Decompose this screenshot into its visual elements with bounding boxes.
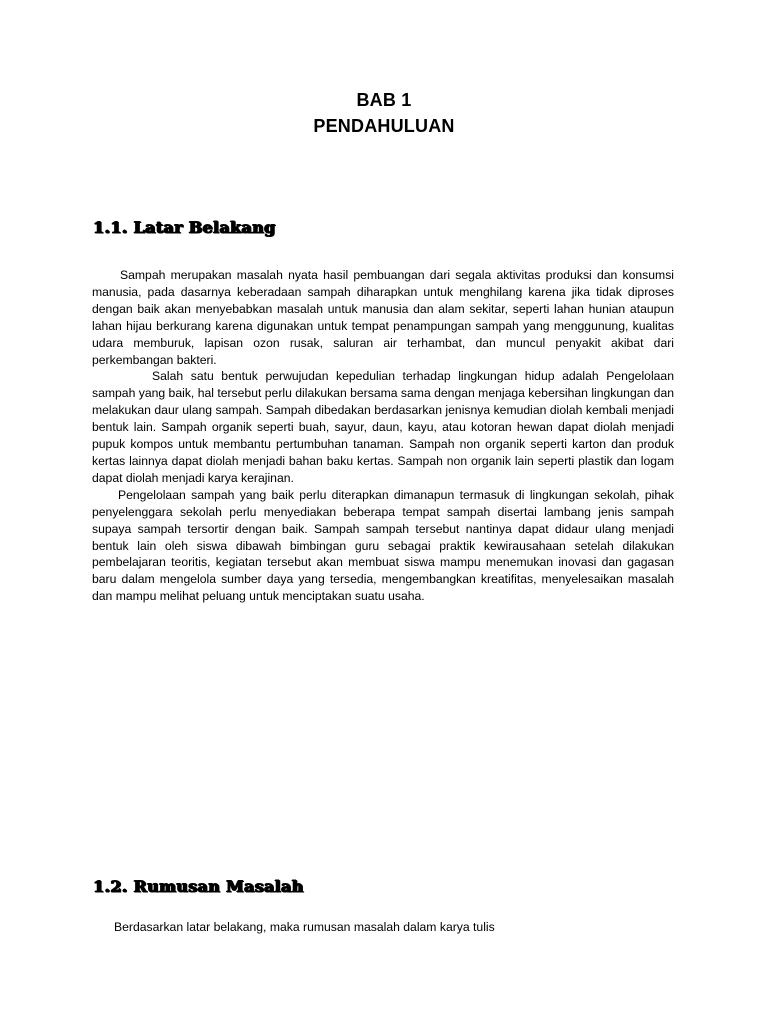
paragraph: Pengelolaan sampah yang baik perlu diterapkan dimanapun termasuk di lingkungan sekolah, pihak penyelenggara sekolah perlu menyediakan beberapa tempat sampah disertai lambang jenis sampah supaya sampah tersortir dengan baik. Sampah sampah tersebut nantinya dapat didaur ulang menjadi bentuk lain oleh siswa dibawah bimbingan guru sebagai praktik kewirausahaan setelah dilakukan pembelajaran teoritis, kegiatan tersebut akan membuat siswa mampu menemukan inovasi dan gagasan baru dalam mengelola sumber daya yang tersedia, mengembangkan kreatifitas, menyelesaikan masalah dan mampu melihat peluang untuk menciptakan suatu usaha. — [92, 487, 674, 604]
section-body-latar-belakang — [92, 267, 674, 605]
chapter-title: PENDAHULUAN — [313, 116, 455, 136]
paragraph: Salah satu bentuk perwujudan kepedulian terhadap lingkungan hidup adalah Pengelolaan sampah yang baik, hal tersebut perlu dilakukan bersama sama dengan menjaga kebersihan lingkungan dan melakukan daur ulang sampah. Sampah dibedakan berdasarkan jenisnya kemudian diolah kembali menjadi bentuk lain. Sampah organik seperti buah, sayur, daun, kayu, atau kotoran hewan dapat diolah menjadi pupuk kompos untuk membantu pertumbuhan tanaman. Sampah non organik seperti karton dan produk kertas lainnya dapat diolah menjadi bahan baku kertas. Sampah non organik lain seperti plastik dan logam dapat diolah menjadi karya kerajinan. — [92, 369, 674, 485]
paragraph: Berdasarkan latar belakang, maka rumusan masalah dalam karya tulis — [114, 920, 495, 934]
section-heading-rumusan-masalah: 1.2. Rumusan Masalah — [93, 877, 304, 896]
section-heading-latar-belakang: 1.1. Latar Belakang — [93, 218, 276, 237]
paragraph: Sampah merupakan masalah nyata hasil pembuangan dari segala aktivitas produksi dan konsumsi manusia, pada dasarnya keberadaan sampah diharapkan untuk menghilang karena jika tidak diproses dengan baik akan menyebabkan masalah untuk manusia dan alam sekitar, seperti lahan hunian ataupun lahan hijau berkurang karena digunakan untuk tempat penampungan sampah yang menggunung, kualitas udara memburuk, lapisan ozon rusak, saluran air terhambat, dan muncul penyakit akibat dari perkembangan bakteri. — [92, 268, 674, 367]
chapter-number: BAB 1 — [356, 90, 412, 110]
